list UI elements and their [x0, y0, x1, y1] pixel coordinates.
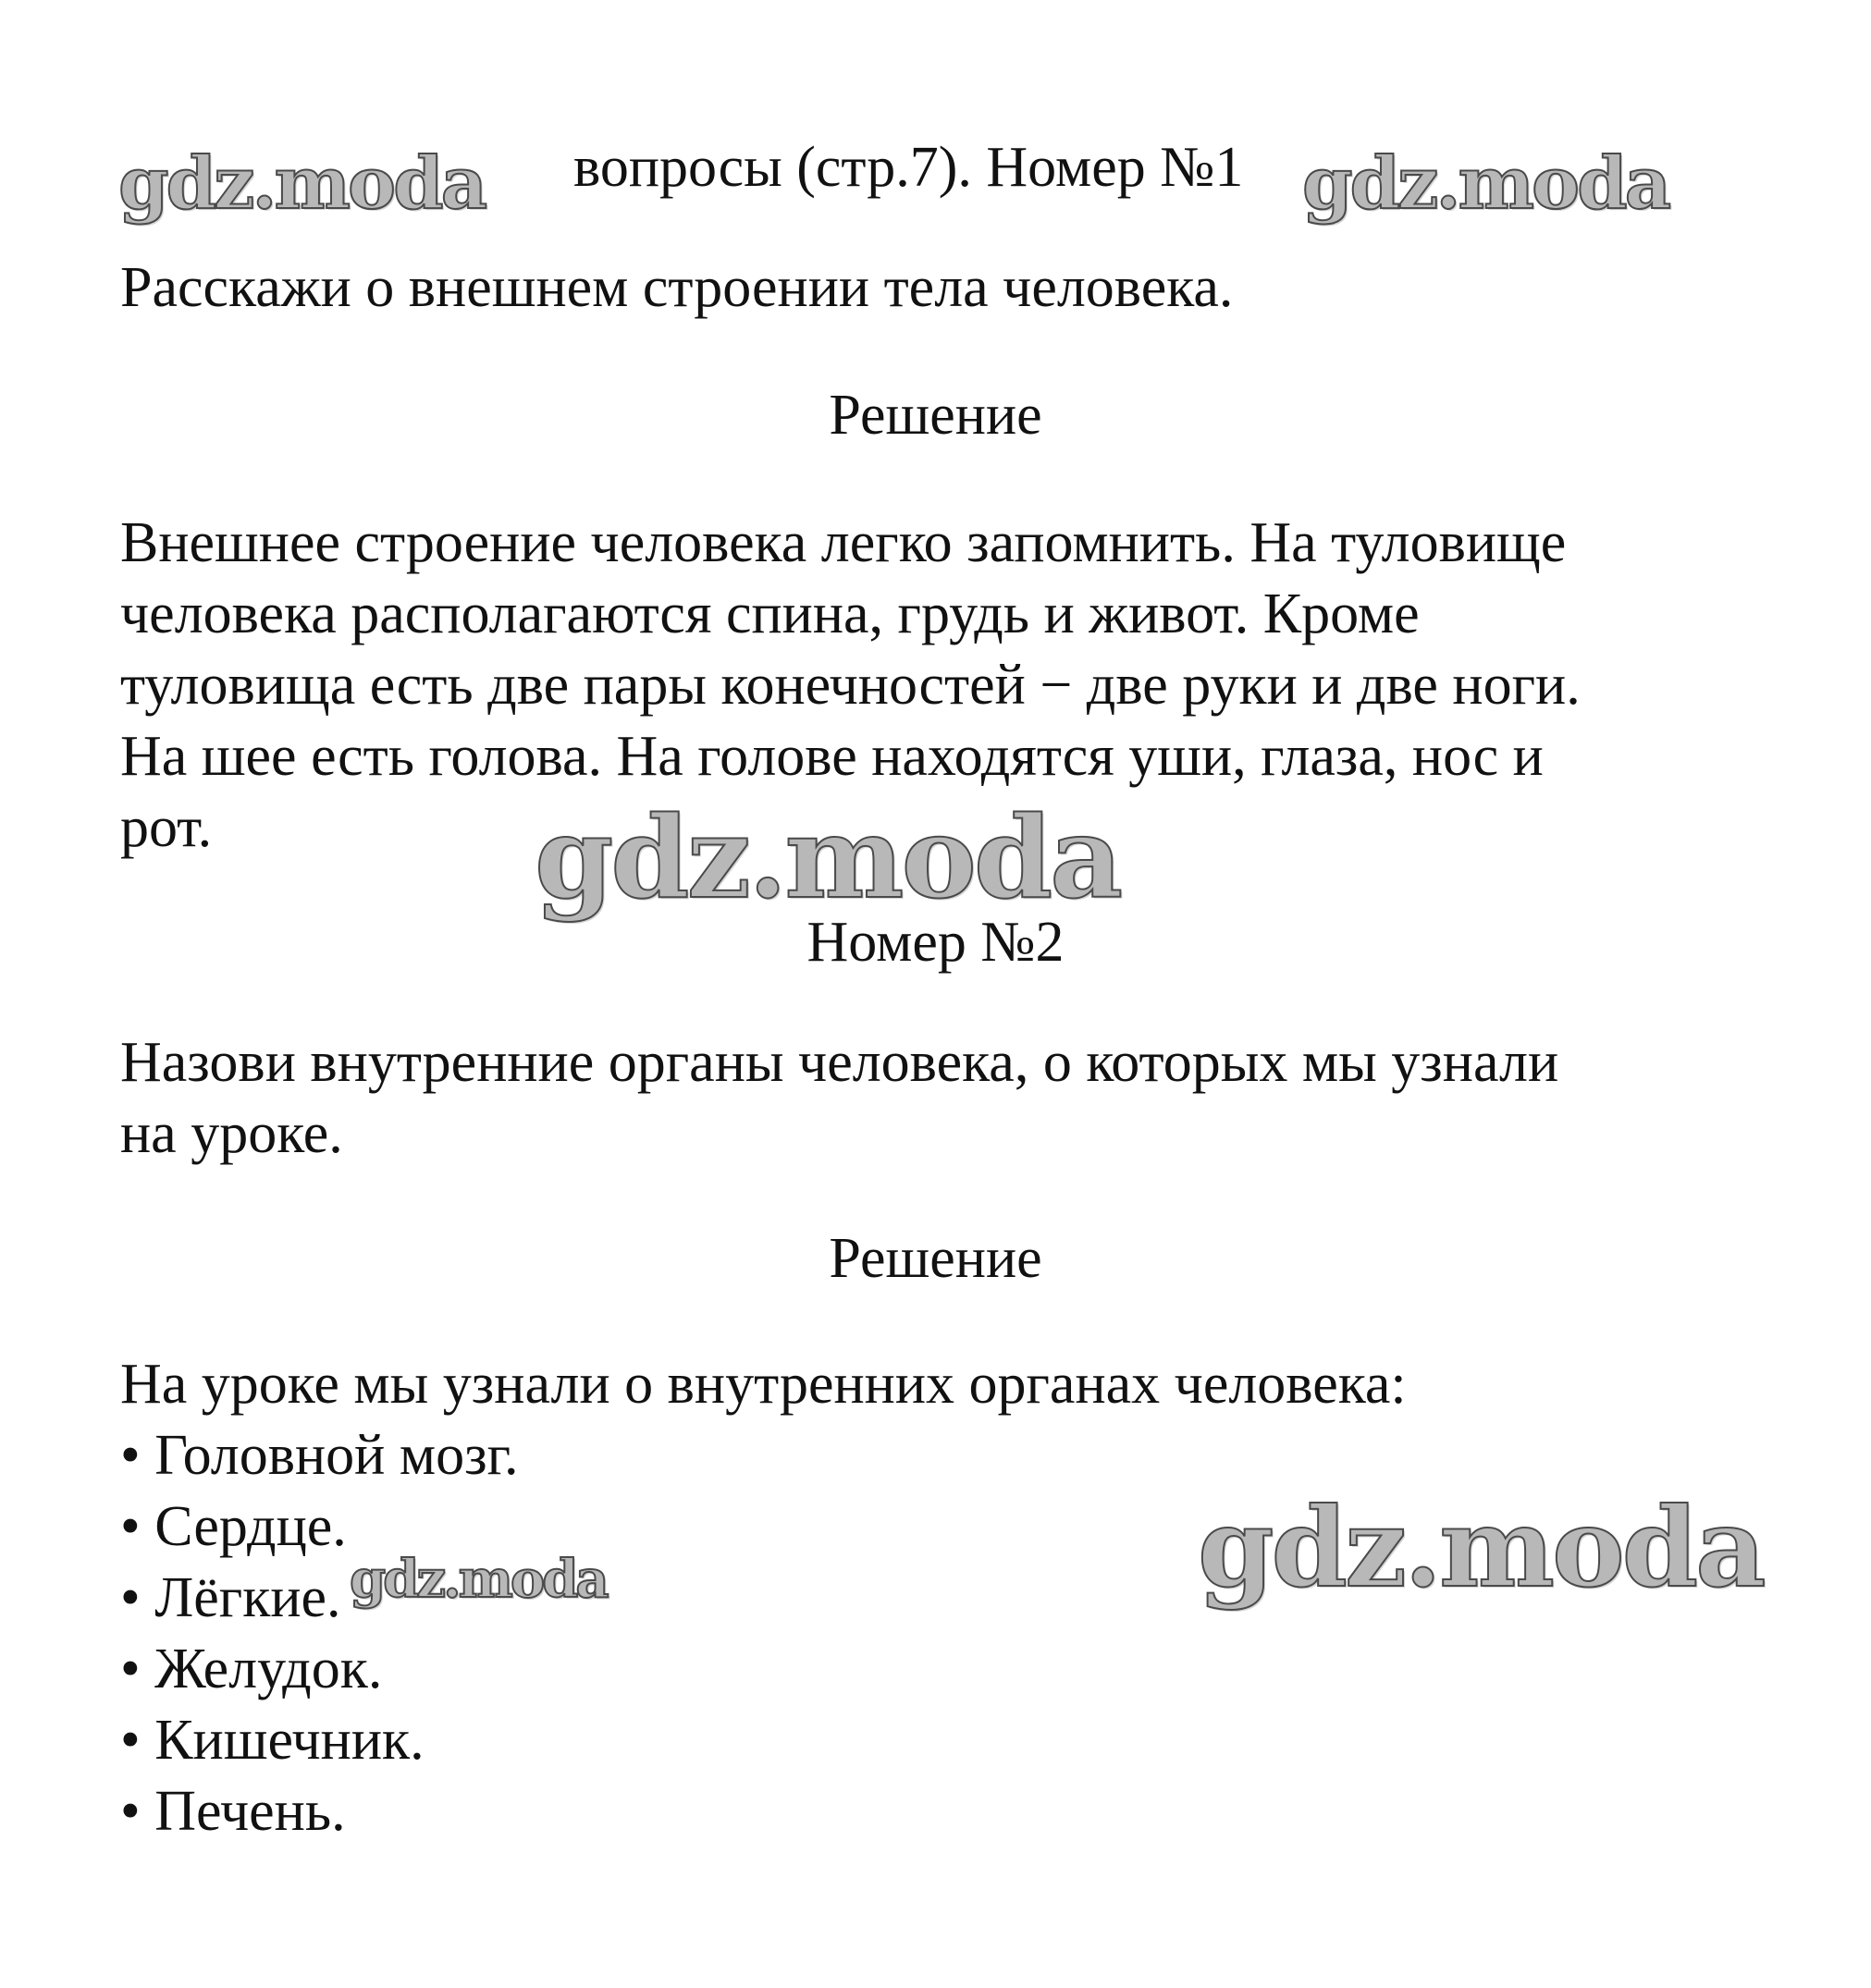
task1-answer-line: рот. [120, 796, 213, 859]
task2-answer-intro: На уроке мы узнали о внутренних органах человека: [120, 1353, 1407, 1416]
organ-list-item: • Головной мозг. [120, 1424, 519, 1487]
task2-question-line: Назови внутренние органы человека, о которых мы узнали [120, 1031, 1559, 1094]
watermark-logo: gdz.moda [535, 791, 1121, 924]
watermark-logo: gdz.moda [1198, 1483, 1764, 1612]
watermark-logo: gdz.moda [1302, 141, 1669, 226]
organ-list-item: • Сердце. [120, 1495, 347, 1558]
task2-solution-heading: Решение [829, 1227, 1042, 1290]
organ-list-item: • Желудок. [120, 1638, 383, 1700]
task1-solution-heading: Решение [829, 384, 1042, 447]
organ-list-item: • Печень. [120, 1780, 346, 1843]
task2-question-line: на уроке. [120, 1102, 343, 1165]
task1-answer-line: На шее есть голова. На голове находятся уши, глаза, нос и [120, 725, 1544, 788]
task1-answer-line: туловища есть две пары конечностей − две руки и две ноги. [120, 654, 1581, 717]
organ-list-item: • Кишечник. [120, 1709, 425, 1772]
task2-number-label: Номер №2 [806, 911, 1065, 974]
task1-answer-line: Внешнее строение человека легко запомнить. На туловище [120, 511, 1567, 574]
watermark-logo: gdz.moda [118, 141, 486, 226]
organ-list-item: • Лёгкие. [120, 1566, 341, 1629]
task1-answer-line: человека располагаются спина, грудь и живот. Кроме [120, 583, 1420, 645]
page-header-title: вопросы (стр.7). Номер №1 [573, 136, 1244, 199]
task1-question: Расскажи о внешнем строении тела человека. [120, 256, 1234, 319]
watermark-logo: gdz.moda [350, 1549, 607, 1610]
